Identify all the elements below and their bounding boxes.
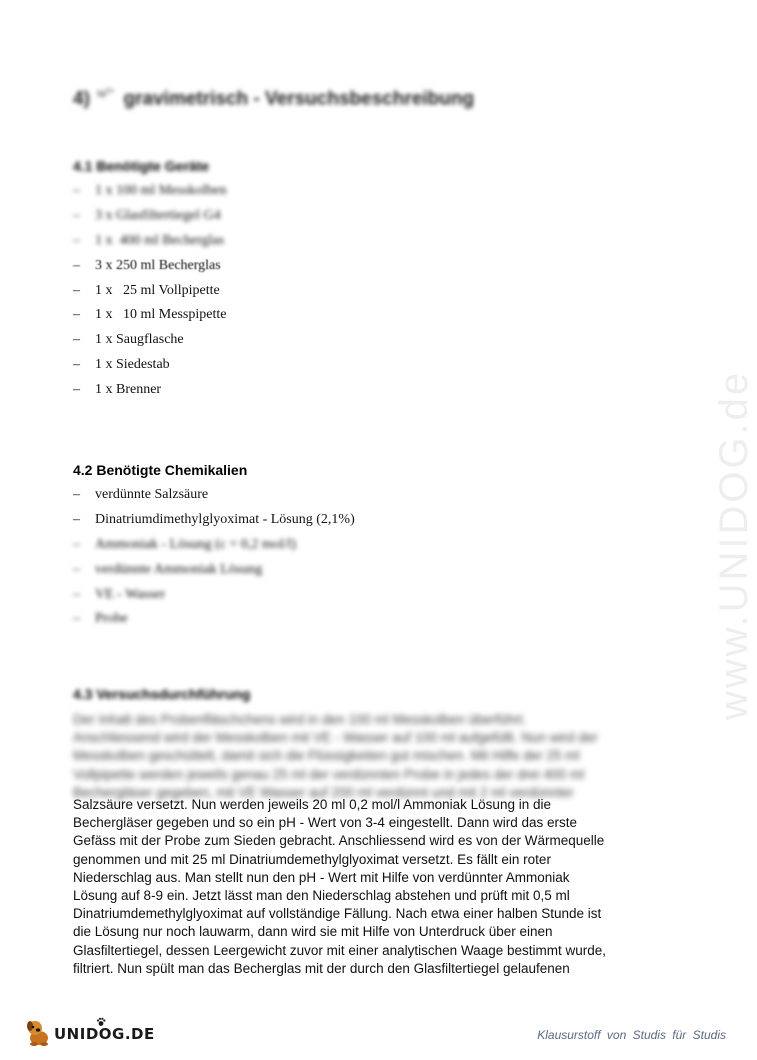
title-ion-charge: 2+	[105, 86, 115, 95]
list-item-text: Ammoniak - Lösung (c = 0,2 mol/l)	[95, 536, 297, 552]
list-item-text: 1 x 25 ml Vollpipette	[95, 282, 220, 298]
list-dash: –	[73, 232, 80, 248]
list-dash: –	[73, 611, 80, 627]
text-line: genommen und mit 25 ml Dinatriumdemethylglyoximat versetzt. Es fällt ein roter	[73, 851, 551, 867]
text-line: Niederschlag aus. Man stellt nun den pH - Wert mit Hilfe von verdünnter Ammoniak	[73, 869, 570, 885]
procedure-text	[73, 796, 673, 978]
list-item-text: 1 x 400 ml Becherglas	[95, 232, 225, 248]
text-line: Anschliessend wird der Messkolben mit VE - Wasser auf 100 ml aufgefüllt. Nun wird der	[73, 730, 598, 746]
text-line: Bechergläser gegeben, mit VE Wasser auf 200 ml verdünnt und mit 2 ml verdünnter	[73, 784, 574, 800]
list-dash: –	[73, 332, 80, 348]
list-dash: –	[73, 536, 80, 552]
page-title	[73, 86, 474, 110]
list-item-text: 1 x Siedestab	[95, 357, 170, 373]
section-heading-procedure: 4.3 Versuchsdurchführung	[73, 686, 251, 702]
text-line: Salzsäure versetzt. Nun werden jeweils 20 ml 0,2 mol/l Ammoniak Lösung in die	[73, 797, 551, 812]
procedure-text-blurred	[73, 711, 673, 802]
list-dash: –	[73, 282, 80, 298]
list-dash: –	[73, 561, 80, 577]
text-line: filtriert. Nun spült man das Becherglas mit der durch den Glasfiltertiegel gelaufenen	[73, 960, 570, 976]
list-dash: –	[73, 586, 80, 602]
footer-logo	[24, 1018, 154, 1048]
list-dash: –	[73, 382, 80, 398]
section-heading-chemicals: 4.2 Benötigte Chemikalien	[73, 462, 248, 478]
list-item-text: 1 x 100 ml Messkolben	[95, 183, 227, 198]
text-line: Vollpipette werden jeweils genau 25 ml der verdünnten Probe in jedes der drei 400 ml	[73, 766, 585, 782]
text-line: Der Inhalt des Probenfläschchens wird in den 100 ml Messkolben überführt.	[73, 712, 527, 727]
text-line: Gefäss mit der Probe zum Sieden gebracht. Anschliessend wird es von der Wärmequelle	[73, 833, 605, 849]
list-item-text: verdünnte Salzsäure	[95, 487, 209, 502]
dog-icon	[24, 1018, 54, 1048]
list-item-text: 3 x Glasfiltertiegel G4	[95, 207, 221, 223]
footer-tagline: Klausurstoff von Studis für Studis	[537, 1028, 726, 1042]
list-dash: –	[73, 487, 80, 502]
list-dash: –	[73, 511, 80, 527]
list-item-text: 1 x 10 ml Messpipette	[95, 307, 227, 323]
list-dash: –	[73, 183, 80, 198]
list-dash: –	[73, 307, 80, 323]
text-line: Messkolben geschüttelt, damit sich die Flüssigkeiten gut mischen. Mit Hilfe der 25 ml	[73, 748, 580, 764]
text-line: Bechergläser gegeben und so ein pH - Wert von 3-4 eingestellt. Dann wird das erste	[73, 815, 578, 831]
text-line: Dinatriumdemethylglyoximat auf vollständige Fällung. Nach etwa einer halben Stunde ist	[73, 906, 602, 922]
list-dash: –	[73, 357, 80, 373]
list-dash: –	[73, 207, 80, 223]
list-item-text: VE - Wasser	[95, 586, 166, 602]
text-line: Glasfiltertiegel, dessen Leergewicht zuvor mit einer analytischen Waage bestimmt wurde,	[73, 942, 606, 958]
text-line: die Lösung nur noch lauwarm, dann wird sie mit Hilfe von Unterdruck über einen	[73, 924, 553, 940]
list-item-text: 3 x 250 ml Becherglas	[95, 257, 221, 273]
list-item-text: Dinatriumdimethylglyoximat - Lösung (2,1%)	[95, 511, 355, 527]
list-item-text: 1 x Saugflasche	[95, 332, 184, 348]
title-ion-symbol: Ni	[97, 89, 106, 99]
list-item-text: 1 x Brenner	[95, 382, 162, 398]
text-line: Lösung auf 8-9 ein. Jetzt lässt man den Niederschlag abstehen und prüft mit 0,5 ml	[73, 888, 570, 904]
list-item-text: Probe	[95, 611, 128, 627]
logo-text: UNIDOG.DE	[54, 1025, 155, 1043]
section-heading-equipment: 4.1 Benötigte Geräte	[73, 158, 210, 174]
title-number: 4)	[73, 88, 90, 110]
watermark: www.UNIDOG.de	[712, 369, 756, 720]
title-text: gravimetrisch - Versuchsbeschreibung	[123, 88, 475, 110]
list-item-text: verdünnte Ammoniak Lösung	[95, 561, 263, 577]
title-ion	[97, 86, 115, 99]
list-dash: –	[73, 257, 80, 273]
